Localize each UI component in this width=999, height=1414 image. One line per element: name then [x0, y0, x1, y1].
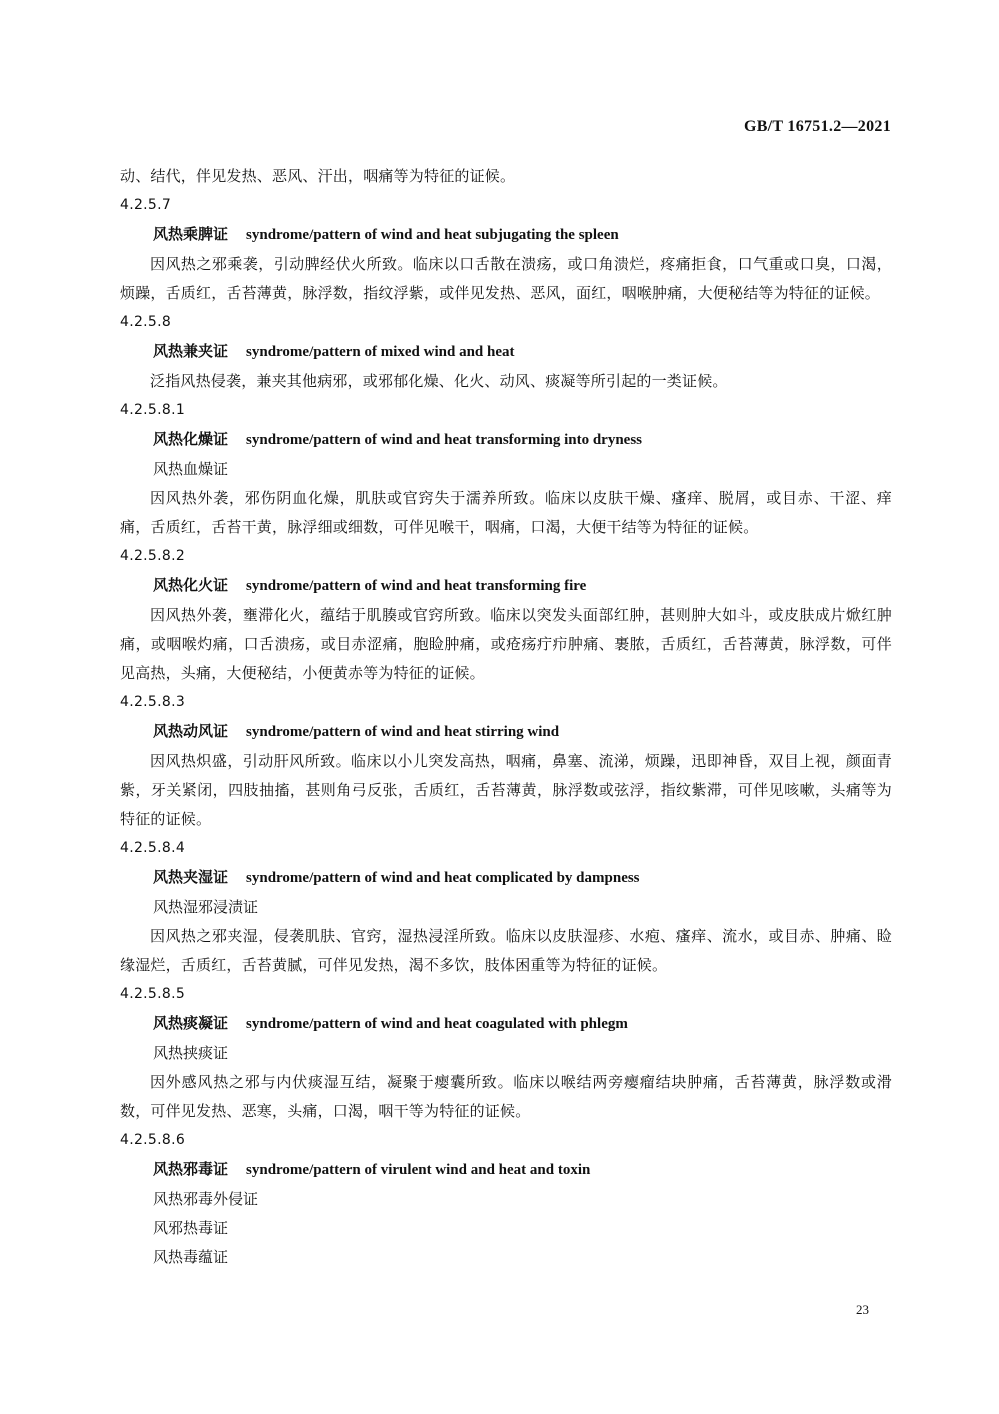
term-english: syndrome/pattern of wind and heat complicated by dampness	[246, 870, 640, 886]
section-number: 4.2.5.8.4	[120, 840, 186, 856]
term-english: syndrome/pattern of wind and heat transforming into dryness	[246, 432, 643, 448]
term-entry	[120, 1009, 892, 1039]
paragraph: 因风热外袭，邪伤阴血化燥，肌肤或官窍失于濡养所致。临床以皮肤干燥、瘙痒、脱屑，或目赤、干涩、痒痛，舌质红，舌苔干黄，脉浮细或细数，可伴见喉干，咽痛，口渴，大便干结等为特征的证候。	[120, 489, 892, 536]
term-chinese: 风热夹湿证	[153, 868, 229, 886]
term-entry	[120, 571, 892, 601]
term-english: syndrome/pattern of wind and heat coagulated with phlegm	[246, 1016, 628, 1032]
paragraph: 因风热之邪乘袭，引动脾经伏火所致。临床以口舌散在溃疡，或口角溃烂，疼痛拒食，口气重或口臭，口渴，烦躁，舌质红，舌苔薄黄，脉浮数，指纹浮紫，或伴见发热、恶风，面红，咽喉肿痛，大便秘结等为特征的证候。	[120, 255, 892, 302]
section-number: 4.2.5.8.2	[120, 548, 186, 564]
page-number: 23	[856, 1302, 869, 1317]
synonym-term: 风热挟痰证	[153, 1044, 229, 1062]
synonym-term: 风邪热毒证	[153, 1219, 229, 1237]
paragraph: 因风热外袭，壅滞化火，蕴结于肌腠或官窍所致。临床以突发头面部红肿，甚则肿大如斗，或皮肤成片焮红肿痛，或咽喉灼痛，口舌溃疡，或目赤涩痛，胞睑肿痛，或疮疡疔疖肿痛、裹脓，舌质红，舌苔薄黄，脉浮数，可伴见高热，头痛，大便秘结，小便黄赤等为特征的证候。	[120, 606, 892, 682]
section-number: 4.2.5.8.5	[120, 986, 186, 1002]
paragraph: 动、结代，伴见发热、恶风、汗出，咽痛等为特征的证候。	[120, 167, 516, 185]
term-entry	[120, 863, 892, 893]
term-entry	[120, 425, 892, 455]
term-chinese: 风热邪毒证	[153, 1160, 229, 1178]
term-chinese: 风热乘脾证	[153, 225, 229, 243]
term-chinese: 风热化燥证	[153, 430, 229, 448]
synonym-term: 风热血燥证	[153, 460, 229, 478]
term-english: syndrome/pattern of virulent wind and heat and toxin	[246, 1162, 591, 1178]
section-number: 4.2.5.7	[120, 197, 172, 213]
section-number: 4.2.5.8.6	[120, 1132, 186, 1148]
term-entry	[120, 337, 892, 367]
term-chinese: 风热痰凝证	[153, 1014, 229, 1032]
term-english: syndrome/pattern of wind and heat subjugating the spleen	[246, 227, 619, 243]
synonym-term: 风热湿邪浸渍证	[153, 898, 259, 916]
paragraph: 因风热炽盛，引动肝风所致。临床以小儿突发高热，咽痛，鼻塞、流涕，烦躁，迅即神昏，双目上视，颜面青紫，牙关紧闭，四肢抽搐，甚则角弓反张，舌质红，舌苔薄黄，脉浮数或弦浮，指纹紫滞，可伴见咳嗽，头痛等为特征的证候。	[120, 752, 892, 828]
section-number: 4.2.5.8	[120, 314, 172, 330]
term-chinese: 风热动风证	[153, 722, 229, 740]
term-english: syndrome/pattern of wind and heat transforming fire	[246, 578, 587, 594]
standard-number: GB/T 16751.2—2021	[743, 118, 891, 135]
section-number: 4.2.5.8.1	[120, 402, 186, 418]
synonym-term: 风热毒蕴证	[153, 1248, 229, 1266]
term-chinese: 风热兼夹证	[153, 342, 229, 360]
paragraph: 因风热之邪夹湿，侵袭肌肤、官窍，湿热浸淫所致。临床以皮肤湿疹、水疱、瘙痒、流水，或目赤、肿痛、睑缘湿烂，舌质红，舌苔黄腻，可伴见发热，渴不多饮，肢体困重等为特征的证候。	[120, 927, 892, 974]
paragraph: 因外感风热之邪与内伏痰湿互结，凝聚于瘿囊所致。临床以喉结两旁瘿瘤结块肿痛，舌苔薄黄，脉浮数或滑数，可伴见发热、恶寒，头痛，口渴，咽干等为特征的证候。	[120, 1073, 892, 1120]
synonym-term: 风热邪毒外侵证	[153, 1190, 259, 1208]
term-english: syndrome/pattern of wind and heat stirring wind	[246, 724, 560, 740]
paragraph: 泛指风热侵袭，兼夹其他病邪，或邪郁化燥、化火、动风、痰凝等所引起的一类证候。	[150, 372, 728, 390]
term-entry	[120, 1155, 892, 1185]
term-english: syndrome/pattern of mixed wind and heat	[246, 344, 515, 360]
term-chinese: 风热化火证	[153, 576, 229, 594]
section-number: 4.2.5.8.3	[120, 694, 186, 710]
term-entry	[120, 717, 892, 747]
term-entry	[120, 220, 892, 250]
document-body	[120, 162, 892, 1272]
